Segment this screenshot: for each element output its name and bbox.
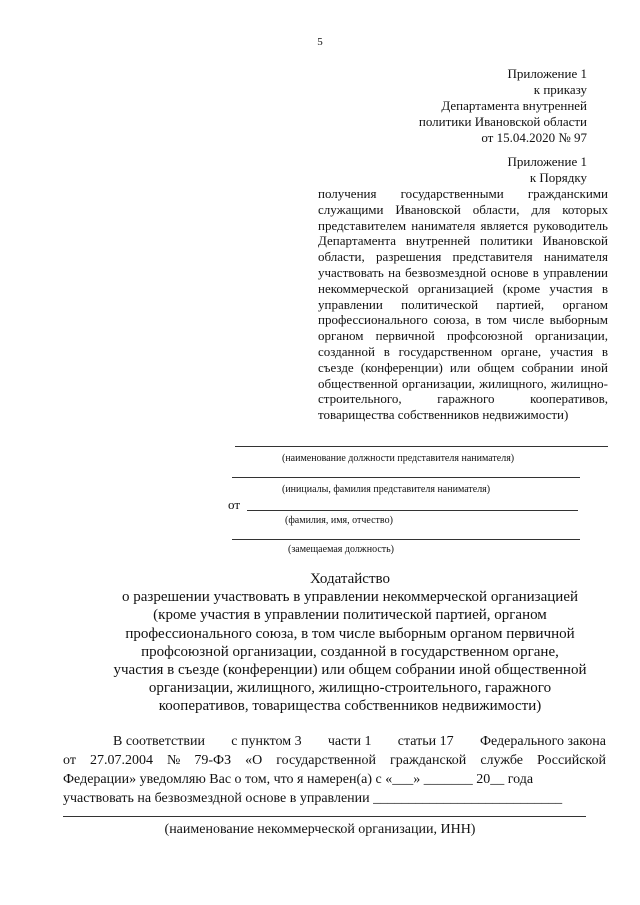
organization-caption: (наименование некоммерческой организации, ИНН) bbox=[164, 822, 476, 837]
procedure-line: съезде (конференции) или общем собрании иной bbox=[318, 359, 608, 375]
petition-title bbox=[60, 570, 640, 716]
body-word: гражданской bbox=[390, 753, 467, 768]
applicant-name-caption: (фамилия, имя, отчество) bbox=[285, 515, 393, 526]
body-word: от bbox=[63, 753, 76, 768]
body-word: «О bbox=[245, 753, 263, 768]
petition-subject-line: о разрешении участвовать в управлении некоммерческой организацией bbox=[121, 589, 579, 606]
applicant-position-line[interactable] bbox=[232, 539, 580, 540]
procedure-paragraph bbox=[318, 186, 608, 423]
body-word: № bbox=[166, 753, 181, 768]
procedure-line: участвовать на безвозмездной основе в управлении bbox=[318, 264, 608, 280]
appendix-to-order bbox=[419, 66, 587, 146]
appendix-line: Приложение 1 bbox=[507, 154, 587, 169]
procedure-line: представителем нанимателя является руководитель bbox=[318, 217, 608, 233]
procedure-line: товарищества собственников недвижимости) bbox=[318, 407, 569, 423]
procedure-line: органом первичной профсоюзной организации, bbox=[318, 328, 608, 344]
appendix-line: к Порядку bbox=[529, 170, 587, 185]
appendix-line: к приказу bbox=[533, 82, 587, 97]
body-line bbox=[63, 751, 606, 770]
procedure-line: некоммерческой организацией (кроме участия в bbox=[318, 280, 608, 296]
employer-position-caption: (наименование должности представителя нанимателя) bbox=[282, 453, 515, 464]
procedure-line: управлении политической партией, органом bbox=[318, 296, 608, 312]
petition-heading: Ходатайство bbox=[310, 571, 390, 587]
employer-position-line[interactable] bbox=[235, 446, 608, 447]
body-word: части 1 bbox=[327, 734, 372, 749]
appendix-to-procedure bbox=[507, 154, 587, 186]
page-number: 5 bbox=[317, 36, 323, 48]
procedure-line: получения государственными гражданскими bbox=[318, 186, 608, 201]
procedure-line: созданной в государственном органе, участия в bbox=[318, 343, 608, 359]
procedure-line: строительного, гаражного кооперативов, bbox=[318, 391, 608, 407]
applicant-position-caption: (замещаемая должность) bbox=[288, 544, 395, 555]
petition-subject-line: кооперативов, товарищества собственников недвижимости) bbox=[158, 698, 542, 715]
procedure-line: служащими Ивановской области, для которых bbox=[318, 201, 608, 217]
body-word: статьи 17 bbox=[397, 734, 454, 749]
appendix-line: от 15.04.2020 № 97 bbox=[481, 130, 587, 145]
body-word: службе bbox=[480, 753, 523, 768]
petition-body bbox=[63, 732, 606, 808]
procedure-line: Департамента внутренней политики Ивановской bbox=[318, 233, 608, 249]
applicant-name-line[interactable] bbox=[247, 510, 578, 511]
body-word: Федерального закона bbox=[479, 734, 606, 749]
petition-subject-line: (кроме участия в управлении политической партией, органом bbox=[153, 607, 547, 624]
employer-name-line[interactable] bbox=[232, 477, 580, 478]
body-line: Федерации» уведомляю Вас о том, что я намерен(а) с «___» _______ 20__ года bbox=[63, 772, 534, 787]
petition-subject-line: организации, жилищного, жилищно-строительного, гаражного bbox=[148, 680, 552, 697]
organization-line[interactable] bbox=[63, 816, 586, 817]
petition-subject-line: участия в съезде (конференции) или общем собрании иной общественной bbox=[113, 662, 587, 679]
appendix-line: Приложение 1 bbox=[507, 66, 587, 81]
employer-name-caption: (инициалы, фамилия представителя нанимателя) bbox=[282, 484, 491, 495]
body-word: 27.07.2004 bbox=[89, 753, 153, 768]
body-word: Российской bbox=[537, 753, 606, 768]
body-line bbox=[63, 732, 606, 751]
petition-subject-line: профессионального союза, в том числе выборным органом первичной bbox=[125, 625, 575, 642]
appendix-line: Департамента внутренней bbox=[441, 98, 587, 113]
body-word: В соответствии bbox=[113, 734, 205, 749]
procedure-line: профессионального союза, в том числе выборным bbox=[318, 312, 608, 328]
procedure-line: области, разрешения представителя нанимателя bbox=[318, 249, 608, 265]
appendix-line: политики Ивановской области bbox=[418, 114, 587, 129]
petition-subject-line: профсоюзной организации, созданной в государственном органе, bbox=[141, 643, 559, 660]
body-word: с пунктом 3 bbox=[231, 734, 302, 749]
from-label: от bbox=[228, 497, 241, 512]
procedure-line: общественной организации, жилищного, жилищно- bbox=[318, 375, 608, 391]
body-word: 79-ФЗ bbox=[194, 753, 232, 768]
body-word: государственной bbox=[276, 753, 377, 768]
body-line: участвовать на безвозмездной основе в управлении ___________________________ bbox=[63, 791, 563, 806]
